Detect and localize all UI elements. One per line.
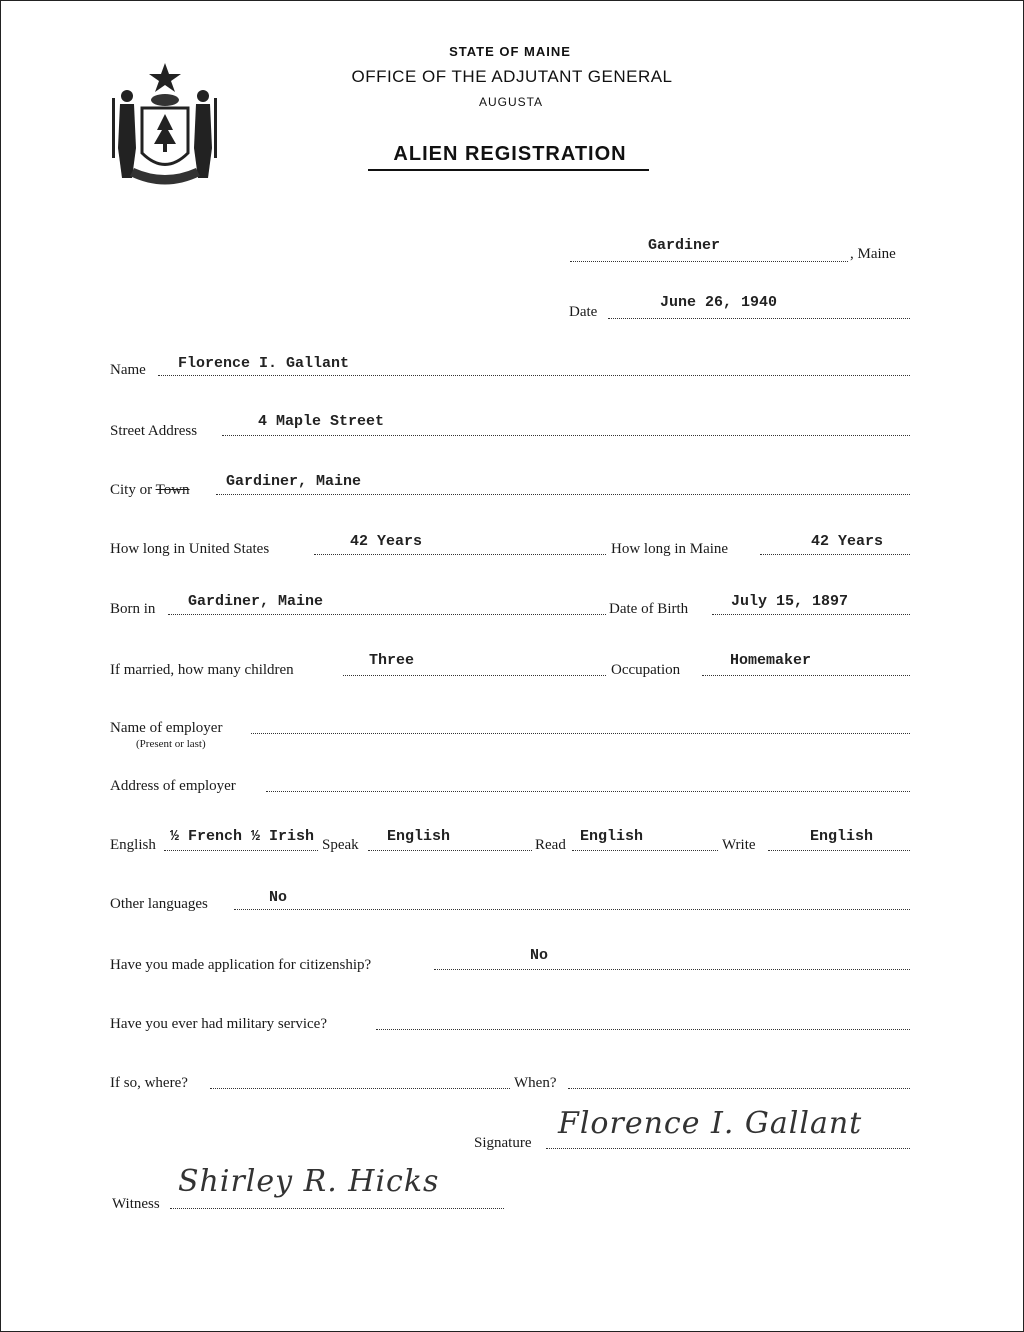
english-label: English	[110, 837, 156, 853]
children-line	[343, 675, 606, 676]
city-struck-word: Town	[155, 482, 190, 498]
date-of-birth-label: Date of Birth	[609, 601, 689, 617]
date-value: June 26, 1940	[660, 294, 778, 311]
witness-line	[170, 1208, 504, 1209]
occupation-line	[702, 675, 910, 676]
place-value: Gardiner	[648, 237, 721, 254]
speak-label: Speak	[322, 837, 359, 853]
employer-label: Name of employer	[110, 720, 223, 736]
employer-address-label: Address of employer	[110, 778, 236, 794]
english-line	[164, 850, 318, 851]
when-label: When?	[514, 1075, 557, 1091]
street-line	[222, 435, 910, 436]
where-label: If so, where?	[110, 1075, 188, 1091]
signature-label: Signature	[474, 1135, 532, 1151]
name-label: Name	[110, 362, 146, 378]
header-office: OFFICE OF THE ADJUTANT GENERAL	[351, 67, 673, 86]
witness-label: Witness	[112, 1196, 160, 1212]
occupation-label: Occupation	[611, 662, 681, 678]
children-value: Three	[369, 652, 415, 669]
street-label: Street Address	[110, 423, 198, 439]
military-label: Have you ever had military service?	[110, 1016, 327, 1032]
header-city: AUGUSTA	[478, 95, 544, 109]
other-languages-label: Other languages	[110, 896, 208, 912]
employer-address-line	[266, 791, 910, 792]
city-value: Gardiner, Maine	[226, 473, 362, 490]
how-long-maine-label: How long in Maine	[611, 541, 729, 557]
city-label	[110, 482, 190, 499]
how-long-us-value: 42 Years	[350, 533, 423, 550]
signature-line	[546, 1148, 910, 1149]
how-long-us-label: How long in United States	[110, 541, 270, 557]
other-languages-line	[234, 909, 910, 910]
born-in-label: Born in	[110, 601, 156, 617]
date-of-birth-value: July 15, 1897	[731, 593, 849, 610]
read-value: English	[580, 828, 644, 845]
city-line	[216, 494, 910, 495]
when-line	[568, 1088, 910, 1089]
speak-value: English	[387, 828, 451, 845]
date-of-birth-line	[712, 614, 910, 615]
write-line	[768, 850, 910, 851]
english-value: ½ French ½ Irish	[170, 828, 315, 845]
write-value: English	[810, 828, 874, 845]
employer-line	[251, 733, 910, 734]
date-label: Date	[569, 304, 598, 320]
form-title: ALIEN REGISTRATION	[393, 143, 627, 165]
children-label: If married, how many children	[110, 662, 294, 678]
military-line	[376, 1029, 910, 1030]
applicant-signature: Florence I. Gallant	[558, 1106, 863, 1141]
date-line	[608, 318, 910, 319]
employer-note: (Present or last)	[136, 738, 206, 750]
speak-line	[368, 850, 532, 851]
citizenship-value: No	[530, 947, 549, 964]
write-label: Write	[722, 837, 756, 853]
how-long-maine-line	[760, 554, 910, 555]
witness-signature: Shirley R. Hicks	[178, 1164, 440, 1199]
read-line	[572, 850, 718, 851]
name-value: Florence I. Gallant	[178, 355, 350, 372]
born-in-value: Gardiner, Maine	[188, 593, 324, 610]
city-prefix: City or	[110, 482, 153, 498]
occupation-value: Homemaker	[730, 652, 812, 669]
read-label: Read	[535, 837, 566, 853]
other-languages-value: No	[269, 889, 288, 906]
street-value: 4 Maple Street	[258, 413, 385, 430]
citizenship-label: Have you made application for citizenship?	[110, 957, 372, 973]
header-state: STATE OF MAINE	[449, 44, 571, 59]
born-in-line	[168, 614, 606, 615]
title-underline	[368, 169, 649, 171]
place-line	[570, 261, 848, 262]
name-line	[158, 375, 910, 376]
citizenship-line	[434, 969, 910, 970]
how-long-us-line	[314, 554, 606, 555]
how-long-maine-value: 42 Years	[811, 533, 884, 550]
where-line	[210, 1088, 510, 1089]
maine-label: , Maine	[850, 246, 896, 262]
